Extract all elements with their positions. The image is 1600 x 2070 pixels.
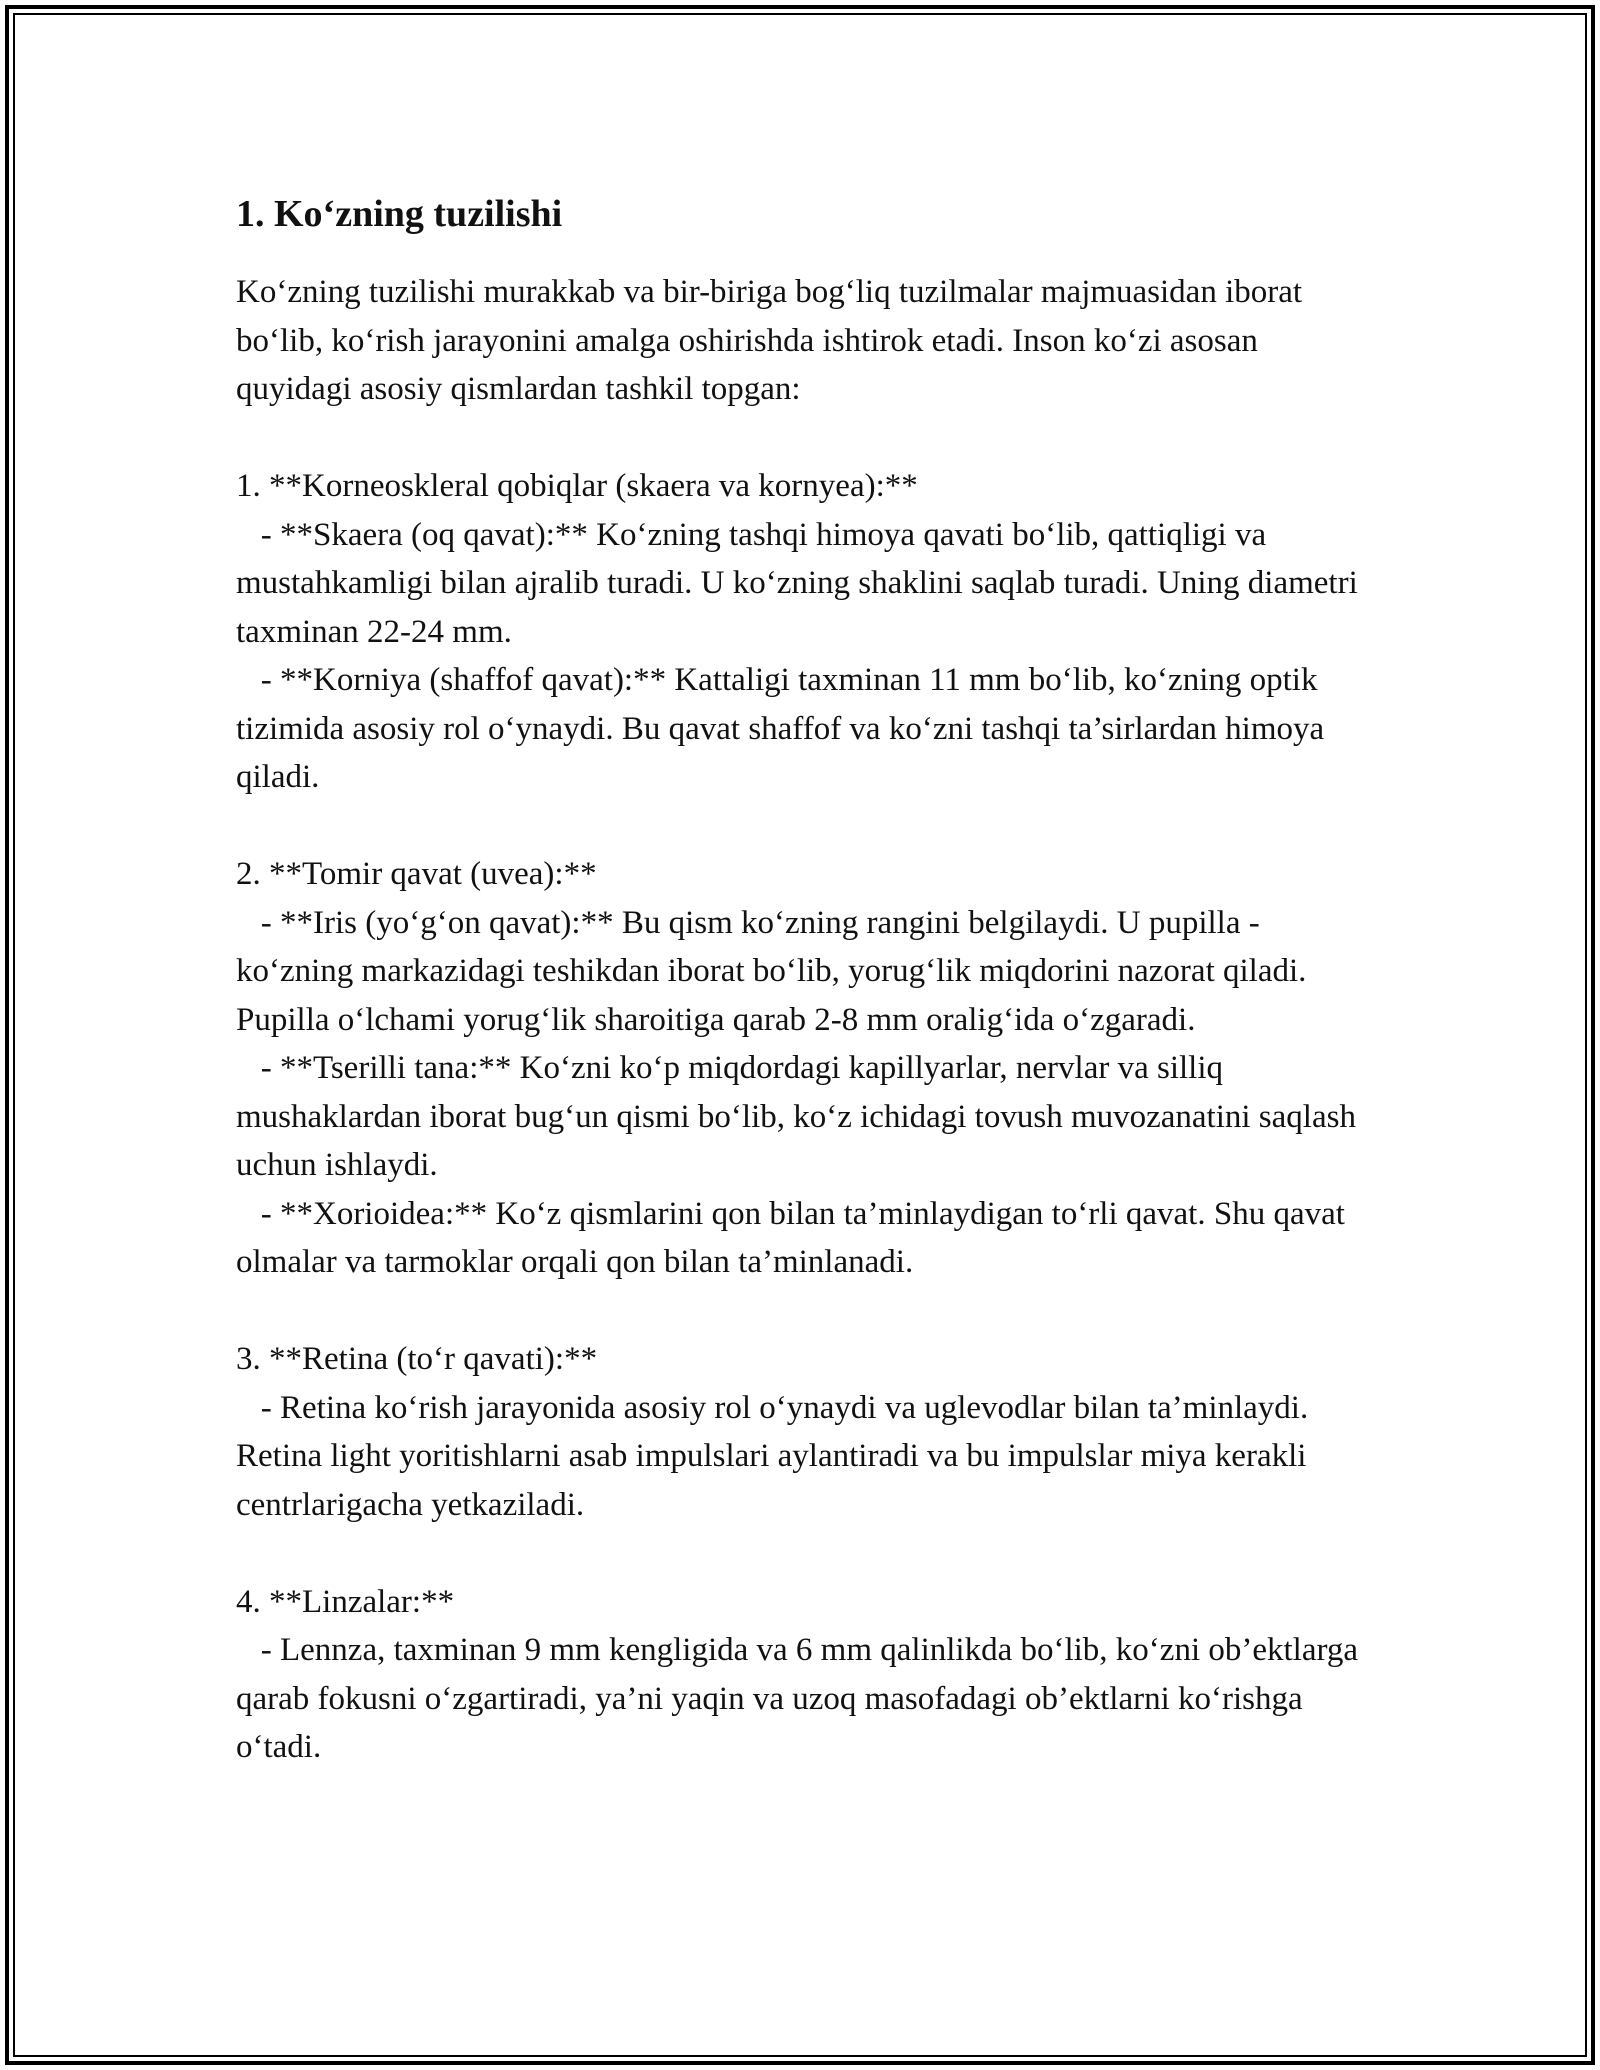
section-item-text: - **Iris (yo‘g‘on qavat):** Bu qism ko‘zning rangini belgilaydi. U pupilla - ko‘zning markazidagi teshikdan iborat bo‘lib, yorug‘lik miqdorini nazorat qiladi. Pupilla o‘lchami yorug‘lik sharoitiga qarab 2-8 mm oralig‘ida o‘zgaradi. xyxy=(236,904,1307,1038)
section-heading: 3. **Retina (to‘r qavati):** xyxy=(236,1341,598,1377)
section-item-text: - **Korniya (shaffof qavat):** Kattaligi taxminan 11 mm bo‘lib, ko‘zning optik tizimida asosiy rol o‘ynaydi. Bu qavat shaffof va ko‘zni tashqi ta’sirlardan himoya qiladi. xyxy=(236,662,1325,795)
section-item xyxy=(236,1190,1376,1287)
paragraph-gap xyxy=(236,1529,1376,1578)
section-item-text: - Lennza, taxminan 9 mm kengligida va 6 mm qalinlikda bo‘lib, ko‘zni ob’ektlarga qarab fokusni o‘zgartiradi, ya’ni yaqin va uzoq masofadagi ob’ektlarni ko‘rishga o‘tadi. xyxy=(236,1632,1359,1765)
section-item xyxy=(236,511,1376,657)
paragraph-gap xyxy=(236,414,1376,463)
section-item-text: - **Tserilli tana:** Ko‘zni ko‘p miqdordagi kapillyarlar, nervlar va silliq mushaklardan iborat bug‘un qismi bo‘lib, ko‘z ichidagi tovush muvozanatini saqlash uchun ishlaydi. xyxy=(236,1050,1356,1183)
section-item xyxy=(236,656,1376,802)
section-item-text: - Retina ko‘rish jarayonida asosiy rol o‘ynaydi va uglevodlar bilan ta’minlaydi. Retina light yoritishlarni asab impulslari aylantiradi va bu impulslar miya kerakli centrlarigacha yetkaziladi. xyxy=(236,1389,1309,1523)
document-title: 1. Ko‘zning tuzilishi xyxy=(236,193,563,235)
section-heading: 1. **Korneoskleral qobiqlar (skaera va kornyea):** xyxy=(236,468,918,504)
section-item xyxy=(236,899,1376,1045)
section-item xyxy=(236,1384,1376,1530)
section-heading: 4. **Linzalar:** xyxy=(236,1583,455,1620)
section-item-text: - **Skaera (oq qavat):** Ko‘zning tashqi himoya qavati bo‘lib, qattiqligi va mustahkamligi bilan ajralib turadi. U ko‘zning shaklini saqlab turadi. Uning diametri taxminan 22-24 mm. xyxy=(236,516,1358,650)
document-body xyxy=(236,186,1376,1772)
section-item xyxy=(236,1626,1376,1772)
paragraph-gap xyxy=(236,802,1376,851)
paragraph-gap xyxy=(236,1287,1376,1336)
section-item xyxy=(236,1044,1376,1190)
section-item-text: - **Xorioidea:** Ko‘z qismlarini qon bilan ta’minlaydigan to‘rli qavat. Shu qavat olmalar va tarmoklar orqali qon bilan ta’minlanadi. xyxy=(236,1195,1345,1280)
intro-paragraph: Ko‘zning tuzilishi murakkab va bir-biriga bog‘liq tuzilmalar majmuasidan iborat bo‘lib, ko‘rish jarayonini amalga oshirishda ishtirok etadi. Inson ko‘zi asosan quyidagi asosiy qismlardan tashkil topgan: xyxy=(236,274,1303,407)
section-heading: 2. **Tomir qavat (uvea):** xyxy=(236,856,597,892)
